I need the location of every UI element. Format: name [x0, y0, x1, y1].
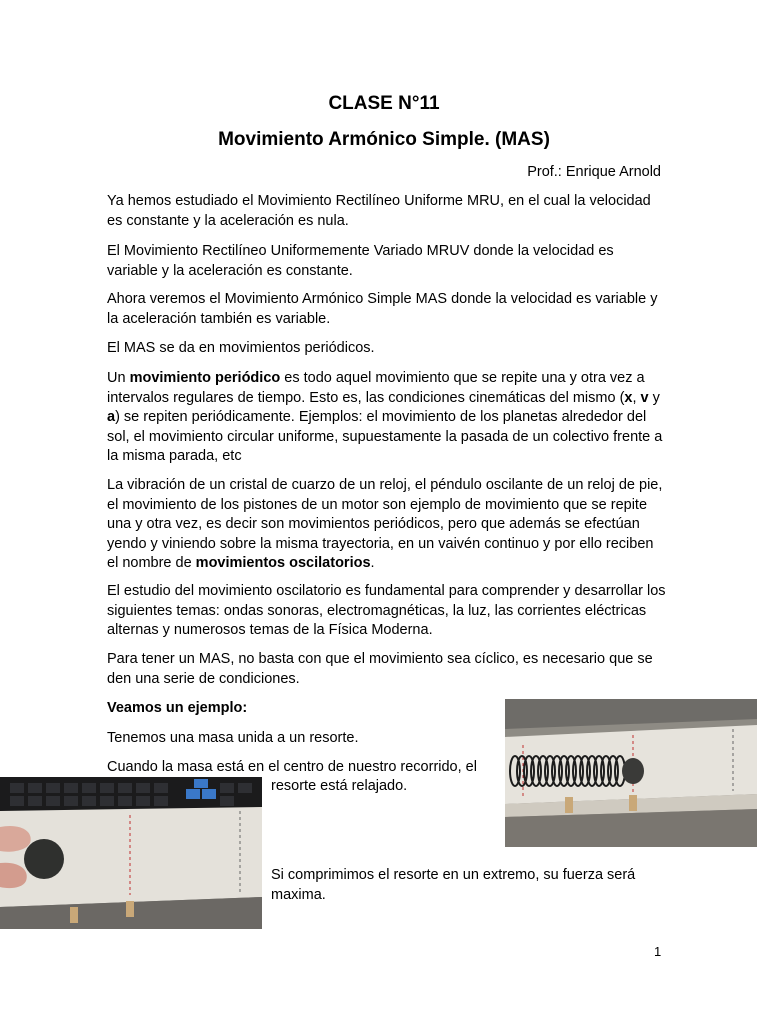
paragraph-periodic: El MAS se da en movimientos periódicos. — [107, 340, 375, 356]
bold-v: v — [640, 389, 649, 406]
paragraph-mas-intro: Ahora veremos el Movimiento Armónico Simple MAS donde la velocidad es variable y la aceleración también es variable. — [107, 291, 658, 327]
paragraph-relaxed-2: resorte está relajado. — [271, 778, 408, 794]
paragraph-periodic-definition — [107, 369, 667, 467]
example-heading: Veamos un ejemplo: — [107, 700, 248, 716]
text: ) se repiten periódicamente. Ejemplos: el movimiento de los planetas alrededor del sol, el movimiento circular uniforme, supuestamente la pasada de un colectivo frente a la misma parada, etc — [107, 409, 663, 464]
page-number: 1 — [654, 944, 662, 959]
spring-mass-photo — [505, 699, 757, 847]
paragraph-mass: Tenemos una masa unida a un resorte. — [107, 730, 359, 746]
paragraph-relaxed-1: Cuando la masa está en el centro de nuestro recorrido, el — [107, 759, 477, 775]
page-title: CLASE N°11 — [328, 93, 440, 114]
paragraph-conditions: Para tener un MAS, no basta con que el movimiento sea cíclico, es necesario que se den una serie de condiciones. — [107, 651, 653, 687]
text: La vibración de un cristal de cuarzo de un reloj, el péndulo oscilante de un reloj de pie, el movimiento de los pistones de un motor son ejemplo de movimiento que se repite una y otra vez, es decir son movimientos periódicos, pero que además se efectúan yendo y viniendo sobre la misma trayectoria, en un vaivén continuo y por ello reciben el nombre de — [107, 477, 663, 571]
bold-term: movimientos oscilatorios — [195, 555, 371, 571]
author: Prof.: Enrique Arnold — [527, 164, 661, 180]
text: Un — [107, 370, 130, 386]
bold-a: a — [107, 409, 116, 425]
bold-x: x — [624, 389, 633, 406]
text: y — [648, 389, 660, 406]
compressed-spring-photo — [0, 777, 262, 929]
paragraph-study: El estudio del movimiento oscilatorio es fundamental para comprender y desarrollar los siguientes temas: ondas sonoras, electromagnéticas, la luz, las corrientes eléctricas alternas y numerosos temas de la Física Moderna. — [107, 583, 666, 638]
text: , — [632, 389, 641, 406]
paragraph-mru: Ya hemos estudiado el Movimiento Rectilíneo Uniforme MRU, en el cual la velocidad es constante y la aceleración es nula. — [107, 193, 651, 229]
text: es todo aquel movimiento que se repite una y otra vez a intervalos regulares de tiempo. Esto es, las condiciones cinemáticas del mismo ( — [107, 370, 645, 406]
bold-term: movimiento periódico — [129, 370, 281, 386]
text: . — [370, 555, 375, 571]
paragraph-compressed: Si comprimimos el resorte en un extremo, su fuerza será maxima. — [271, 867, 636, 903]
page-subtitle: Movimiento Armónico Simple. (MAS) — [218, 129, 550, 150]
paragraph-mruv: El Movimiento Rectilíneo Uniformemente Variado MRUV donde la velocidad es variable y la aceleración es constante. — [107, 243, 614, 279]
paragraph-oscillatory — [107, 476, 667, 574]
